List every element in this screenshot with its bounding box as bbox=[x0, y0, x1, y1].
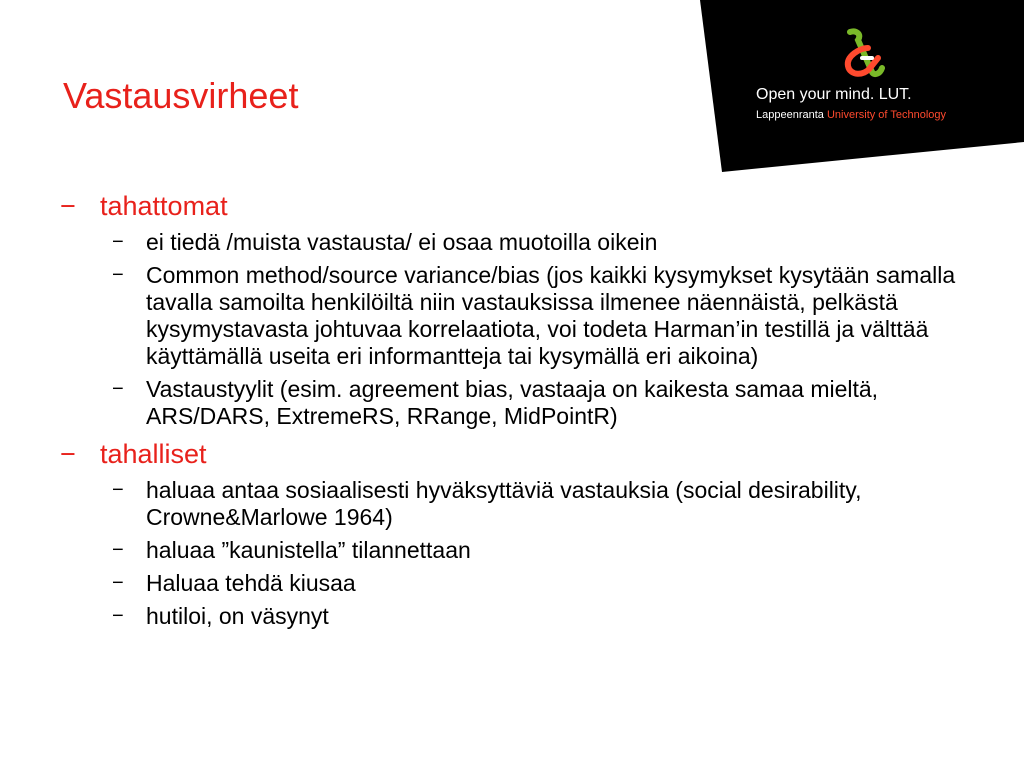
bullet-dash: − bbox=[60, 191, 76, 221]
list-item-text: ei tiedä /muista vastausta/ ei osaa muotoilla oikein bbox=[146, 229, 658, 255]
slide-title: Vastausvirheet bbox=[63, 75, 299, 116]
section-heading-label: tahattomat bbox=[100, 191, 228, 221]
bullet-dash: − bbox=[60, 439, 76, 469]
section-items-tahattomat bbox=[60, 229, 980, 430]
list-item-text: hutiloi, on väsynyt bbox=[146, 603, 329, 629]
section-heading-tahattomat bbox=[60, 190, 980, 223]
bullet-dash: − bbox=[112, 479, 124, 501]
slide-content bbox=[60, 182, 980, 630]
list-item bbox=[60, 570, 980, 597]
section-items-tahalliset bbox=[60, 477, 980, 630]
list-item bbox=[60, 262, 980, 370]
list-item-text: haluaa antaa sosiaalisesti hyväksyttäviä vastauksia (social desirability, Crowne&Marlowe 1964) bbox=[146, 477, 862, 530]
list-item bbox=[60, 537, 980, 564]
list-item-text: Vastaustyylit (esim. agreement bias, vastaaja on kaikesta samaa mieltä, ARS/DARS, ExtremeRS, RRange, MidPointR) bbox=[146, 376, 879, 429]
list-item bbox=[60, 477, 980, 531]
logo-subline-accent: University of Technology bbox=[826, 109, 946, 121]
list-item-text: Haluaa tehdä kiusaa bbox=[146, 570, 356, 596]
section-heading-label: tahalliset bbox=[100, 439, 207, 469]
section-heading-tahalliset bbox=[60, 438, 980, 471]
bullet-dash: − bbox=[112, 231, 124, 253]
bullet-dash: − bbox=[112, 605, 124, 627]
list-item bbox=[60, 376, 980, 430]
bullet-dash: − bbox=[112, 539, 124, 561]
logo-subline-prefix: Lappeenranta bbox=[756, 109, 824, 121]
list-item bbox=[60, 229, 980, 256]
ampersand-logo-icon bbox=[838, 28, 886, 80]
bullet-dash: − bbox=[112, 264, 124, 286]
list-item bbox=[60, 603, 980, 630]
bullet-dash: − bbox=[112, 572, 124, 594]
bullet-dash: − bbox=[112, 378, 124, 400]
logo-subline bbox=[756, 108, 946, 122]
list-item-text: haluaa ”kaunistella” tilannettaan bbox=[146, 537, 471, 563]
logo-tagline: Open your mind. LUT. bbox=[756, 86, 912, 103]
list-item-text: Common method/source variance/bias (jos kaikki kysymykset kysytään samalla tavalla samoilta henkilöiltä niin vastauksissa ilmenee näennäistä, pelkästä kysymystavasta johtuvaa korrelaatiota, voi todeta Harman’in testillä ja välttää käyttämällä useita eri informantteja tai kysymällä eri aikoina) bbox=[146, 262, 956, 369]
